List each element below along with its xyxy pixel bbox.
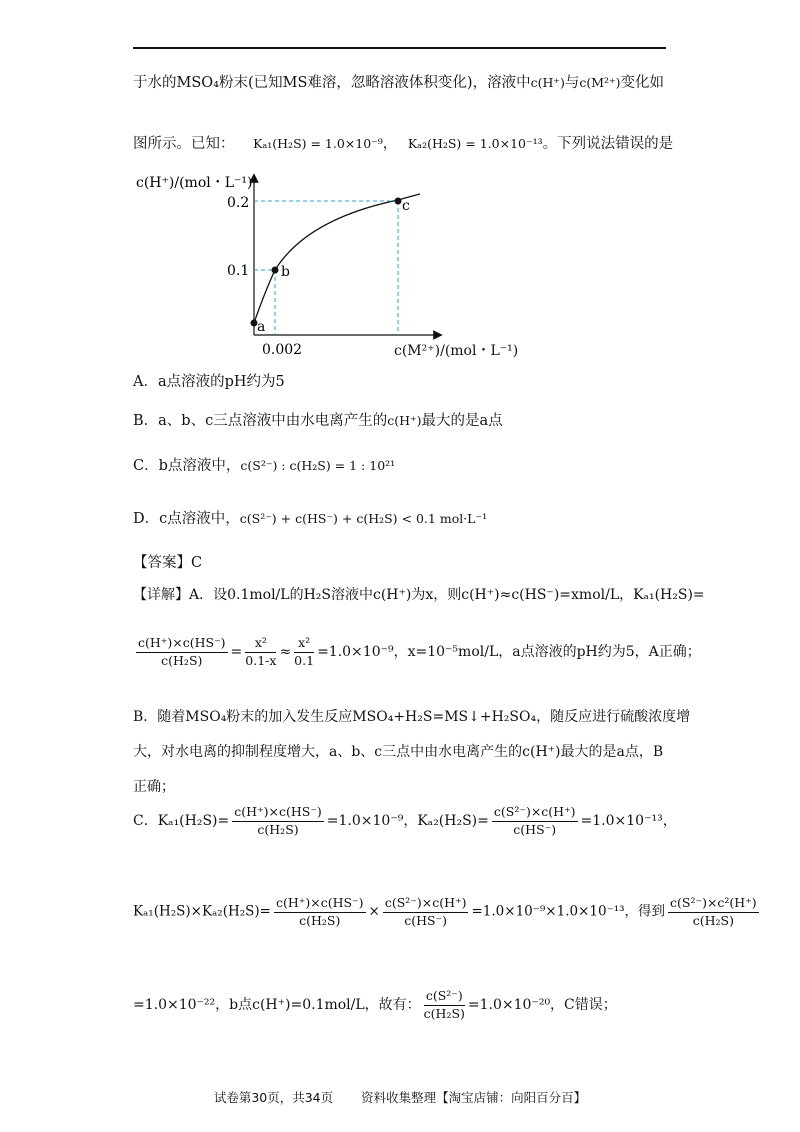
option-b-text: B．a、b、c三点溶液中由水电离产生的 bbox=[133, 413, 388, 429]
approx: ≈ bbox=[279, 644, 292, 660]
fraction-den: c(HS⁻) bbox=[404, 912, 448, 928]
detail-product-lead: Kₐ₁(H₂S)×Kₐ₂(H₂S)= bbox=[133, 903, 271, 920]
point-c bbox=[395, 198, 402, 205]
fraction-num: x² bbox=[294, 637, 314, 653]
fraction-ka1 bbox=[136, 637, 228, 667]
fraction-p2 bbox=[383, 897, 469, 927]
option-d-text: D．c点溶液中， bbox=[133, 511, 240, 527]
stem-text-change: 变化如 bbox=[620, 75, 665, 91]
point-c-label: c bbox=[402, 198, 410, 214]
fraction-x2-01-x bbox=[245, 637, 276, 667]
c-h-expr: c(H⁺) bbox=[530, 75, 565, 90]
fraction-num: c(H⁺)×c(HS⁻) bbox=[274, 897, 366, 913]
fraction-x2-01 bbox=[294, 637, 314, 667]
fraction-p3 bbox=[668, 897, 759, 927]
fraction-ratio bbox=[424, 990, 465, 1020]
y-axis-label: c(H⁺)/(mol・L⁻¹) bbox=[136, 175, 253, 191]
stem-text: 于水的MSO₄粉末(已知MS难溶，忽略溶液体积变化)，溶液中 bbox=[133, 75, 531, 91]
curve bbox=[254, 194, 420, 323]
detail-c-lead: C．Kₐ₁(H₂S)= bbox=[133, 813, 230, 829]
c-m-expr: c(M²⁺) bbox=[579, 75, 621, 90]
stem-text-with: 与 bbox=[564, 75, 580, 91]
fraction-num: x² bbox=[245, 637, 276, 653]
point-b-label: b bbox=[281, 264, 290, 280]
detail-b-3: 正确； bbox=[133, 779, 175, 795]
fraction-num: c(S²⁻)×c²(H⁺) bbox=[668, 897, 759, 913]
fraction-num: c(S²⁻) bbox=[424, 990, 465, 1006]
times-sign: × bbox=[368, 903, 380, 920]
option-a: A．a点溶液的pH约为5 bbox=[133, 374, 285, 390]
option-b-ch: c(H⁺) bbox=[387, 413, 422, 428]
detail-c-tail: =1.0×10⁻¹³， bbox=[580, 813, 677, 829]
detail-product-line bbox=[133, 897, 762, 927]
detail-b-2: 大，对水电离的抑制程度增大，a、b、c三点中由水电离产生的c(H⁺)最大的是a点，B bbox=[133, 744, 664, 760]
answer: 【答案】C bbox=[133, 555, 203, 571]
equals: = bbox=[230, 644, 243, 660]
fraction-den: c(H₂S) bbox=[257, 821, 299, 837]
fraction-den: c(HS⁻) bbox=[513, 821, 557, 837]
fraction-den: c(H₂S) bbox=[423, 1005, 465, 1021]
fraction-num: c(H⁺)×c(HS⁻) bbox=[232, 806, 324, 822]
fraction-den: c(H₂S) bbox=[161, 652, 203, 668]
concentration-graph bbox=[133, 168, 533, 368]
x-tick: 0.002 bbox=[262, 342, 303, 358]
header-rule bbox=[133, 47, 666, 49]
detail-line-2 bbox=[133, 637, 701, 667]
option-b bbox=[133, 414, 503, 429]
stem-known: 图所示。已知： bbox=[133, 136, 235, 152]
source-note: 资料收集整理【淘宝店铺：向阳百分百】 bbox=[361, 1090, 587, 1105]
stem-line-2: 图所示。已知： Kₐ₁(H₂S) = 1.0×10⁻⁹， Kₐ₂(H₂S) = 1.0×10⁻¹³。下列说法错误的是 bbox=[133, 136, 674, 152]
fraction-den: c(H₂S) bbox=[692, 912, 734, 928]
option-c-math: c(S²⁻) : c(H₂S) = 1 : 10²¹ bbox=[240, 458, 396, 473]
fraction-num: c(S²⁻)×c(H⁺) bbox=[383, 897, 469, 913]
option-d-math: c(S²⁻) + c(HS⁻) + c(H₂S) < 0.1 mol·L⁻¹ bbox=[239, 511, 488, 526]
detail-product-mid: =1.0×10⁻⁹×1.0×10⁻¹³，得到 bbox=[471, 903, 666, 920]
point-b bbox=[272, 267, 279, 274]
stem-line-1 bbox=[133, 76, 664, 91]
detail-result-line bbox=[133, 990, 617, 1020]
detail-b-1: B．随着MSO₄粉末的加入发生反应MSO₄+H₂S=MS↓+H₂SO₄，随反应进行硫酸浓度增 bbox=[133, 709, 691, 725]
option-c bbox=[133, 459, 395, 474]
detail-line-1: 【详解】A．设0.1mol/L的H₂S溶液中c(H⁺)为x，则c(H⁺)≈c(HS⁻)=xmol/L，Kₐ₁(H₂S)= bbox=[133, 587, 705, 603]
y-tick-01: 0.1 bbox=[227, 263, 250, 279]
option-d bbox=[133, 512, 487, 527]
ka1-expr: Kₐ₁(H₂S) = 1.0×10⁻⁹ bbox=[253, 136, 383, 151]
ka2-expr: Kₐ₂(H₂S) = 1.0×10⁻¹³ bbox=[407, 136, 543, 151]
fraction-ka1-c bbox=[232, 806, 324, 836]
option-b-tail: 最大的是a点 bbox=[421, 413, 503, 429]
fraction-den: c(H₂S) bbox=[299, 912, 341, 928]
page-footer bbox=[0, 1088, 800, 1106]
point-a-label: a bbox=[257, 319, 266, 335]
detail-c-line bbox=[133, 806, 677, 836]
fraction-num: c(S²⁻)×c(H⁺) bbox=[492, 806, 578, 822]
y-tick-02: 0.2 bbox=[227, 195, 250, 211]
detail-result-lead: =1.0×10⁻²²，b点c(H⁺)=0.1mol/L，故有： bbox=[133, 997, 421, 1013]
detail-line-2-tail: =1.0×10⁻⁹，x=10⁻⁵mol/L，a点溶液的pH约为5，A正确； bbox=[317, 644, 701, 660]
option-c-text: C．b点溶液中， bbox=[133, 458, 241, 474]
fraction-den: 0.1-x bbox=[245, 652, 277, 668]
fraction-ka2-c bbox=[492, 806, 578, 836]
x-axis-label: c(M²⁺)/(mol・L⁻¹) bbox=[394, 343, 519, 359]
page-number: 试卷第30页，共34页 bbox=[213, 1090, 334, 1105]
detail-c-mid: =1.0×10⁻⁹，Kₐ₂(H₂S)= bbox=[326, 813, 489, 829]
fraction-p1 bbox=[274, 897, 366, 927]
detail-result-tail: =1.0×10⁻²⁰，C错误； bbox=[467, 997, 617, 1013]
fraction-den: 0.1 bbox=[294, 652, 315, 668]
fraction-num: c(H⁺)×c(HS⁻) bbox=[136, 637, 228, 653]
stem-question: 。下列说法错误的是 bbox=[542, 136, 674, 152]
